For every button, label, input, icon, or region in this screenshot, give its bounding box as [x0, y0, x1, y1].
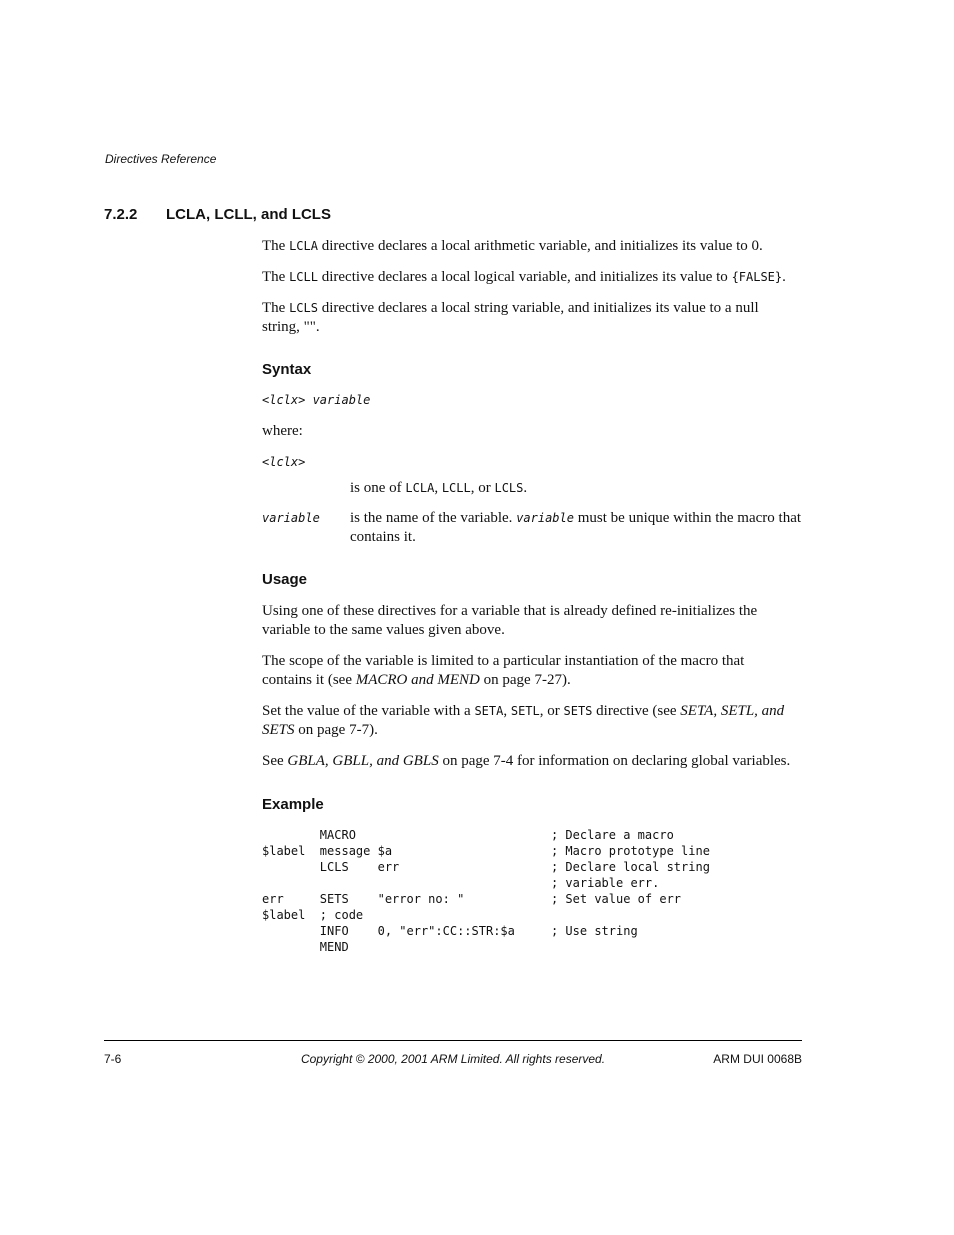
syntax-form: <lclx> variable: [262, 393, 371, 407]
page-number: 7-6: [104, 1052, 122, 1066]
intro-paragraph-lcls: The LCLS directive declares a local string variable, and initializes its value to a null string, "".: [262, 300, 759, 335]
def-lclx: is one of LCLA, LCLL, or LCLS.: [350, 480, 528, 496]
usage-paragraph-set: Set the value of the variable with a SETA, SETL, or SETS directive (see SETA, SETL, and SETS on page 7-7).: [262, 703, 785, 738]
example-heading: Example: [262, 796, 324, 813]
term-variable: variable: [262, 511, 320, 525]
ref-sets[interactable]: SETS: [262, 722, 295, 738]
ref-macro-mend[interactable]: MACRO and MEND: [355, 672, 480, 688]
code-line: LCLS err ; Declare local string: [262, 860, 710, 874]
usage-paragraph-global: See GBLA, GBLL, and GBLS on page 7-4 for information on declaring global variables.: [262, 753, 791, 769]
code-line: INFO 0, "err":CC::STR:$a ; Use string: [262, 924, 638, 938]
footer-divider: [104, 1040, 802, 1041]
code-line: MEND: [262, 940, 349, 954]
copyright-notice: Copyright © 2000, 2001 ARM Limited. All rights reserved.: [300, 1052, 606, 1066]
intro-paragraph-lcll: The LCLL directive declares a local logical variable, and initializes its value to {FALSE}.: [262, 269, 786, 285]
term-lclx: <lclx>: [262, 455, 306, 469]
intro-paragraph-lcla: The LCLA directive declares a local arithmetic variable, and initializes its value to 0.: [262, 238, 763, 254]
code-line: ; variable err.: [262, 876, 660, 890]
document-id: ARM DUI 0068B: [713, 1052, 802, 1066]
section-number: 7.2.2: [104, 206, 138, 223]
code-line: MACRO ; Declare a macro: [262, 828, 674, 842]
usage-paragraph-reinit: Using one of these directives for a variable that is already defined re-initializes the variable to the same values given above.: [262, 603, 758, 638]
code-line: $label message $a ; Macro prototype line: [262, 844, 710, 858]
section-title: LCLA, LCLL, and LCLS: [166, 206, 331, 223]
usage-heading: Usage: [262, 571, 308, 588]
where-label: where:: [262, 423, 303, 439]
code-line: $label ; code: [262, 908, 364, 922]
running-header: Directives Reference: [105, 152, 217, 166]
usage-paragraph-scope: The scope of the variable is limited to a particular instantiation of the macro that contains it (see MACRO and MEND on page 7-27).: [262, 653, 745, 688]
code-line: err SETS "error no: " ; Set value of err: [262, 892, 682, 906]
ref-gbla-gbll-gbls[interactable]: GBLA, GBLL, and GBLS: [287, 753, 439, 769]
ref-seta-setl-sets[interactable]: SETA, SETL, and: [680, 703, 785, 719]
syntax-heading: Syntax: [262, 361, 312, 378]
def-variable: is the name of the variable. variable must be unique within the macro that contains it.: [350, 510, 802, 545]
example-code-block: [262, 827, 710, 955]
